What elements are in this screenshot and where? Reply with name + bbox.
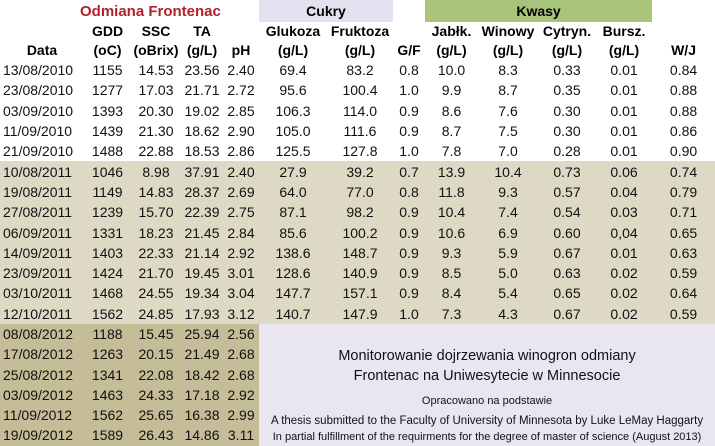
cell-ta: 16.38	[181, 405, 223, 425]
cell-date: 03/09/2012	[0, 385, 84, 405]
cell-wj: 0.84	[652, 60, 715, 80]
cell-malic: 7.3	[425, 304, 478, 324]
header-spacer	[393, 22, 425, 40]
cell-citric: 0.65	[538, 283, 596, 303]
cell-ph: 2.69	[223, 182, 259, 202]
cell-ph: 2.85	[223, 101, 259, 121]
cell-fructose: 114.0	[327, 101, 393, 121]
cell-wj: 0.88	[652, 80, 715, 100]
cell-glucose: 64.0	[259, 182, 327, 202]
cell-succinic: 0.01	[596, 80, 652, 100]
col-succinic: Bursz.	[602, 23, 646, 39]
cell-glucose: 87.1	[259, 202, 327, 222]
cell-ssc: 14.83	[131, 182, 181, 202]
cell-gdd: 1239	[84, 202, 131, 222]
cell-gdd: 1562	[84, 405, 131, 425]
cell-wj: 0.86	[652, 121, 715, 141]
cell-fructose: 83.2	[327, 60, 393, 80]
cell-ssc: 24.55	[131, 283, 181, 303]
cell-wj: 0.65	[652, 222, 715, 242]
cell-ph: 2.92	[223, 243, 259, 263]
header-row-units	[0, 40, 715, 60]
cell-ta: 21.14	[181, 243, 223, 263]
cell-ph: 2.90	[223, 121, 259, 141]
cell-gf: 0.9	[393, 101, 425, 121]
cell-ph: 2.75	[223, 202, 259, 222]
table-body	[0, 60, 715, 446]
cell-citric: 0.57	[538, 182, 596, 202]
col-wj: W/J	[671, 42, 696, 58]
cell-ssc: 21.30	[131, 121, 181, 141]
cell-tartaric: 5.0	[478, 263, 538, 283]
cell-glucose: 128.6	[259, 263, 327, 283]
cell-citric: 0.60	[538, 222, 596, 242]
cell-gdd: 1188	[84, 324, 131, 344]
cell-succinic: 0.01	[596, 141, 652, 161]
variety-title: Odmiana Frontenac	[0, 0, 259, 22]
cell-glucose: 105.0	[259, 121, 327, 141]
cell-gdd: 1463	[84, 385, 131, 405]
cell-succinic: 0.02	[596, 263, 652, 283]
cell-ta: 22.39	[181, 202, 223, 222]
cell-fructose: 100.2	[327, 222, 393, 242]
cell-wj: 0.74	[652, 161, 715, 181]
col-ta-unit: (g/L)	[186, 42, 218, 58]
cell-malic: 10.4	[425, 202, 478, 222]
cell-gf: 0.9	[393, 202, 425, 222]
cell-malic: 9.9	[425, 80, 478, 100]
cell-succinic: 0.01	[596, 101, 652, 121]
cell-date: 11/09/2010	[0, 121, 84, 141]
cell-gdd: 1046	[84, 161, 131, 181]
cell-date: 25/08/2012	[0, 364, 84, 384]
cell-wj: 0.88	[652, 101, 715, 121]
cell-ta: 18.42	[181, 364, 223, 384]
cell-gdd: 1589	[84, 425, 131, 445]
cell-fructose: 77.0	[327, 182, 393, 202]
cell-succinic: 0.06	[596, 161, 652, 181]
cell-date: 12/10/2011	[0, 304, 84, 324]
col-gdd-unit: (oC)	[93, 42, 122, 58]
header-spacer	[652, 0, 715, 22]
cell-gf: 0.9	[393, 263, 425, 283]
table-row	[0, 283, 715, 303]
acids-group-header: Kwasy	[425, 0, 652, 22]
cell-ta: 21.71	[181, 80, 223, 100]
cell-succinic: 0.01	[596, 121, 652, 141]
cell-fructose: 157.1	[327, 283, 393, 303]
cell-ssc: 22.08	[131, 364, 181, 384]
cell-date: 08/08/2012	[0, 324, 84, 344]
cell-malic: 11.8	[425, 182, 478, 202]
cell-tartaric: 8.3	[478, 60, 538, 80]
cell-tartaric: 7.4	[478, 202, 538, 222]
cell-ssc: 24.33	[131, 385, 181, 405]
note-title-line1: Monitorowanie dojrzewania winogron odmiany	[338, 347, 636, 364]
cell-ta: 18.53	[181, 141, 223, 161]
col-date: Data	[26, 42, 58, 58]
cell-ta: 28.37	[181, 182, 223, 202]
cell-ta: 18.62	[181, 121, 223, 141]
cell-ta: 17.93	[181, 304, 223, 324]
cell-wj: 0.90	[652, 141, 715, 161]
col-glucose-unit: (g/L)	[277, 42, 309, 58]
cell-ph: 3.12	[223, 304, 259, 324]
note-thesis-line: A thesis submitted to the Faculty of University of Minnesota by Luke LeMay Haggarty	[270, 414, 704, 427]
cell-malic: 7.8	[425, 141, 478, 161]
cell-gdd: 1488	[84, 141, 131, 161]
col-glucose: Glukoza	[265, 23, 321, 39]
cell-ph: 2.56	[223, 324, 259, 344]
col-ph: pH	[231, 42, 251, 58]
cell-glucose: 69.4	[259, 60, 327, 80]
cell-glucose: 95.6	[259, 80, 327, 100]
col-citric: Cytryn.	[542, 23, 592, 39]
cell-fructose: 111.6	[327, 121, 393, 141]
col-fructose-unit: (g/L)	[344, 42, 376, 58]
col-tartaric-unit: (g/L)	[492, 42, 524, 58]
table-row	[0, 101, 715, 121]
cell-glucose: 140.7	[259, 304, 327, 324]
cell-ssc: 14.53	[131, 60, 181, 80]
cell-gf: 0.9	[393, 222, 425, 242]
cell-tartaric: 9.3	[478, 182, 538, 202]
cell-date: 06/09/2011	[0, 222, 84, 242]
source-note	[259, 324, 715, 446]
cell-fructose: 140.9	[327, 263, 393, 283]
col-malic: Jabłk.	[431, 23, 472, 39]
col-ssc-unit: (oBrix)	[133, 42, 179, 58]
cell-date: 17/08/2012	[0, 344, 84, 364]
col-citric-unit: (g/L)	[551, 42, 583, 58]
cell-ta: 21.49	[181, 344, 223, 364]
table-row	[0, 222, 715, 242]
cell-ph: 2.40	[223, 161, 259, 181]
cell-succinic: 0.02	[596, 283, 652, 303]
cell-succinic: 0.01	[596, 243, 652, 263]
col-succinic-unit: (g/L)	[608, 42, 640, 58]
cell-succinic: 0.04	[596, 182, 652, 202]
table-row	[0, 121, 715, 141]
cell-tartaric: 5.9	[478, 243, 538, 263]
table-row	[0, 60, 715, 80]
cell-glucose: 85.6	[259, 222, 327, 242]
cell-ph: 3.04	[223, 283, 259, 303]
table-row	[0, 243, 715, 263]
cell-date: 23/09/2011	[0, 263, 84, 283]
cell-wj: 0.59	[652, 263, 715, 283]
cell-glucose: 125.5	[259, 141, 327, 161]
cell-wj: 0.59	[652, 304, 715, 324]
cell-gf: 1.0	[393, 141, 425, 161]
cell-date: 23/08/2010	[0, 80, 84, 100]
cell-tartaric: 10.4	[478, 161, 538, 181]
header-spacer	[652, 22, 715, 40]
cell-gf: 0.8	[393, 60, 425, 80]
col-ssc: SSC	[141, 23, 171, 39]
cell-ta: 19.45	[181, 263, 223, 283]
table-row	[0, 263, 715, 283]
cell-ta: 19.34	[181, 283, 223, 303]
cell-gf: 0.9	[393, 243, 425, 263]
cell-gf: 0.8	[393, 182, 425, 202]
cell-malic: 9.3	[425, 243, 478, 263]
cell-ta: 17.18	[181, 385, 223, 405]
cell-date: 11/09/2012	[0, 405, 84, 425]
cell-ph: 2.86	[223, 141, 259, 161]
cell-ph: 2.68	[223, 344, 259, 364]
cell-date: 27/08/2011	[0, 202, 84, 222]
cell-ta: 14.86	[181, 425, 223, 445]
cell-citric: 0.67	[538, 304, 596, 324]
cell-succinic: 0.02	[596, 304, 652, 324]
cell-gdd: 1562	[84, 304, 131, 324]
header-spacer	[223, 22, 259, 40]
cell-citric: 0.73	[538, 161, 596, 181]
cell-fructose: 39.2	[327, 161, 393, 181]
cell-tartaric: 4.3	[478, 304, 538, 324]
col-gf: G/F	[397, 42, 421, 58]
cell-malic: 10.0	[425, 60, 478, 80]
cell-gdd: 1331	[84, 222, 131, 242]
cell-gf: 0.9	[393, 283, 425, 303]
header-row-groups	[0, 0, 715, 22]
cell-ta: 37.91	[181, 161, 223, 181]
sugars-group-header: Cukry	[259, 0, 393, 22]
cell-fructose: 148.7	[327, 243, 393, 263]
cell-ssc: 17.03	[131, 80, 181, 100]
cell-ssc: 26.43	[131, 425, 181, 445]
col-tartaric: Winowy	[481, 23, 535, 39]
cell-ssc: 15.70	[131, 202, 181, 222]
cell-fructose: 147.9	[327, 304, 393, 324]
cell-date: 13/08/2010	[0, 60, 84, 80]
cell-gdd: 1439	[84, 121, 131, 141]
cell-fructose: 127.8	[327, 141, 393, 161]
col-fructose: Fruktoza	[330, 23, 390, 39]
cell-gdd: 1468	[84, 283, 131, 303]
cell-glucose: 138.6	[259, 243, 327, 263]
cell-gdd: 1277	[84, 80, 131, 100]
cell-ph: 2.99	[223, 405, 259, 425]
header-spacer	[393, 0, 425, 22]
cell-ssc: 24.85	[131, 304, 181, 324]
cell-date: 03/09/2010	[0, 101, 84, 121]
note-title-line2: Frontenac na Uniwesytecie w Minnesocie	[353, 367, 621, 384]
cell-gdd: 1263	[84, 344, 131, 364]
cell-ph: 2.72	[223, 80, 259, 100]
cell-succinic: 0,04	[596, 222, 652, 242]
cell-citric: 0.67	[538, 243, 596, 263]
cell-tartaric: 8.7	[478, 80, 538, 100]
cell-date: 19/08/2011	[0, 182, 84, 202]
cell-ph: 2.68	[223, 364, 259, 384]
table-row	[0, 304, 715, 324]
cell-ph: 2.40	[223, 60, 259, 80]
cell-fructose: 100.4	[327, 80, 393, 100]
cell-gf: 1.0	[393, 80, 425, 100]
cell-ssc: 20.30	[131, 101, 181, 121]
cell-citric: 0.30	[538, 121, 596, 141]
table-row	[0, 161, 715, 181]
cell-glucose: 27.9	[259, 161, 327, 181]
cell-ssc: 15.45	[131, 324, 181, 344]
cell-ssc: 22.33	[131, 243, 181, 263]
cell-ssc: 18.23	[131, 222, 181, 242]
table-row	[0, 80, 715, 100]
cell-ssc: 20.15	[131, 344, 181, 364]
cell-date: 10/08/2011	[0, 161, 84, 181]
header-spacer	[0, 22, 84, 40]
cell-citric: 0.30	[538, 101, 596, 121]
cell-tartaric: 7.0	[478, 141, 538, 161]
cell-citric: 0.54	[538, 202, 596, 222]
table-row	[0, 182, 715, 202]
cell-gdd: 1393	[84, 101, 131, 121]
cell-gdd: 1424	[84, 263, 131, 283]
cell-gf: 0.9	[393, 121, 425, 141]
col-gdd: GDD	[91, 23, 124, 39]
cell-wj: 0.71	[652, 202, 715, 222]
table-row	[0, 202, 715, 222]
cell-gdd: 1403	[84, 243, 131, 263]
cell-tartaric: 6.9	[478, 222, 538, 242]
cell-citric: 0.28	[538, 141, 596, 161]
cell-succinic: 0.01	[596, 60, 652, 80]
cell-tartaric: 7.5	[478, 121, 538, 141]
cell-gdd: 1149	[84, 182, 131, 202]
cell-ta: 25.94	[181, 324, 223, 344]
cell-date: 03/10/2011	[0, 283, 84, 303]
cell-ssc: 25.65	[131, 405, 181, 425]
cell-gf: 0.7	[393, 161, 425, 181]
cell-ph: 3.11	[223, 425, 259, 445]
cell-malic: 10.6	[425, 222, 478, 242]
cell-gf: 1.0	[393, 304, 425, 324]
table-row	[0, 324, 715, 344]
col-malic-unit: (g/L)	[436, 42, 467, 58]
cell-ssc: 8.98	[131, 161, 181, 181]
cell-date: 21/09/2010	[0, 141, 84, 161]
table-row	[0, 141, 715, 161]
cell-gdd: 1155	[84, 60, 131, 80]
cell-wj: 0.79	[652, 182, 715, 202]
cell-ta: 21.45	[181, 222, 223, 242]
cell-malic: 8.4	[425, 283, 478, 303]
cell-gdd: 1341	[84, 364, 131, 384]
cell-tartaric: 5.4	[478, 283, 538, 303]
cell-glucose: 106.3	[259, 101, 327, 121]
header-row-names	[0, 22, 715, 40]
cell-ph: 3.01	[223, 263, 259, 283]
cell-citric: 0.33	[538, 60, 596, 80]
note-degree-line: In partial fulfillment of the requirments for the degree of master of science (August 2013)	[272, 431, 702, 444]
cell-malic: 8.7	[425, 121, 478, 141]
cell-date: 14/09/2011	[0, 243, 84, 263]
cell-citric: 0.63	[538, 263, 596, 283]
cell-ssc: 22.88	[131, 141, 181, 161]
cell-malic: 13.9	[425, 161, 478, 181]
cell-succinic: 0.03	[596, 202, 652, 222]
cell-citric: 0.35	[538, 80, 596, 100]
note-source-label: Opracowano na podstawie	[421, 394, 553, 407]
col-ta: TA	[193, 23, 211, 39]
cell-date: 19/09/2012	[0, 425, 84, 445]
cell-fructose: 98.2	[327, 202, 393, 222]
cell-ssc: 21.70	[131, 263, 181, 283]
cell-malic: 8.6	[425, 101, 478, 121]
cell-tartaric: 7.6	[478, 101, 538, 121]
cell-wj: 0.64	[652, 283, 715, 303]
cell-malic: 8.5	[425, 263, 478, 283]
cell-ta: 19.02	[181, 101, 223, 121]
cell-wj: 0.63	[652, 243, 715, 263]
cell-ta: 23.56	[181, 60, 223, 80]
cell-glucose: 147.7	[259, 283, 327, 303]
cell-ph: 2.92	[223, 385, 259, 405]
cell-ph: 2.84	[223, 222, 259, 242]
